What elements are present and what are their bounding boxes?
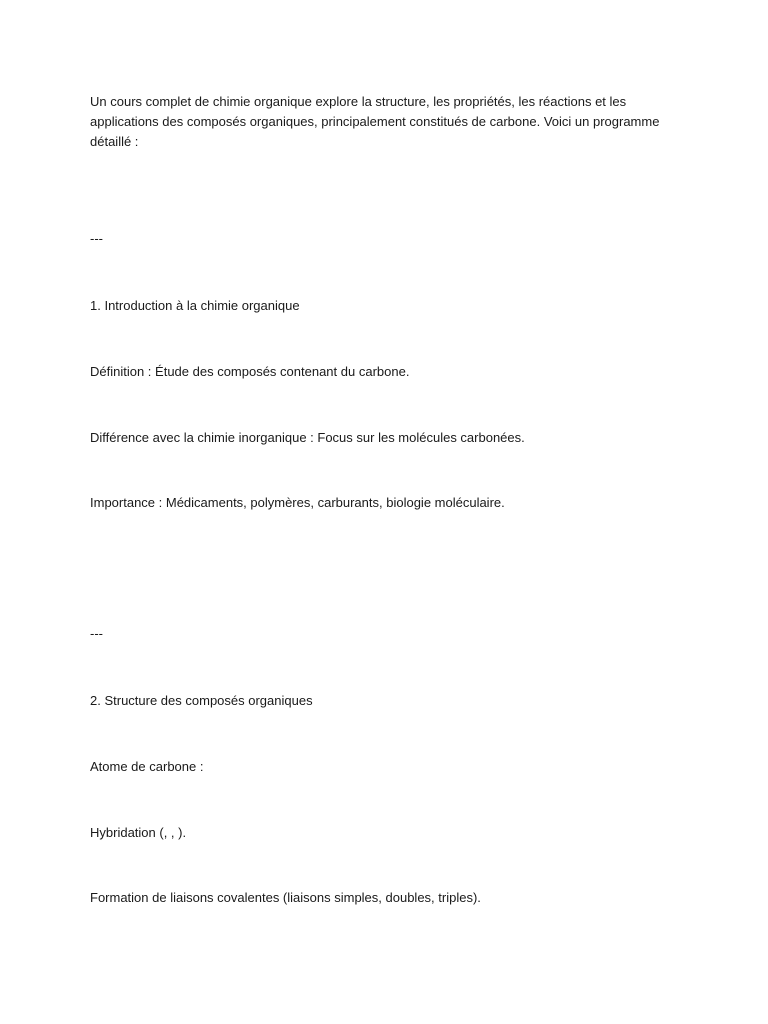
- section-2-heading: 2. Structure des composés organiques: [90, 693, 313, 708]
- separator-line-1: ---: [90, 231, 103, 246]
- hybridization-item: Hybridation (, , ).: [90, 825, 187, 840]
- section-1-heading: 1. Introduction à la chimie organique: [90, 298, 300, 313]
- importance-item: Importance : Médicaments, polymères, carburants, biologie moléculaire.: [90, 495, 505, 510]
- definition-item: Définition : Étude des composés contenant du carbone.: [90, 364, 410, 379]
- intro-paragraph: Un cours complet de chimie organique explore la structure, les propriétés, les réactions et les applications des composés organiques, principalement constitués de carbone. Voici un programme détaillé :: [90, 94, 660, 149]
- separator-line-2: ---: [90, 626, 103, 641]
- carbon-atom-item: Atome de carbone :: [90, 759, 204, 774]
- bonds-item: Formation de liaisons covalentes (liaisons simples, doubles, triples).: [90, 890, 481, 905]
- difference-item: Différence avec la chimie inorganique : Focus sur les molécules carbonées.: [90, 430, 525, 445]
